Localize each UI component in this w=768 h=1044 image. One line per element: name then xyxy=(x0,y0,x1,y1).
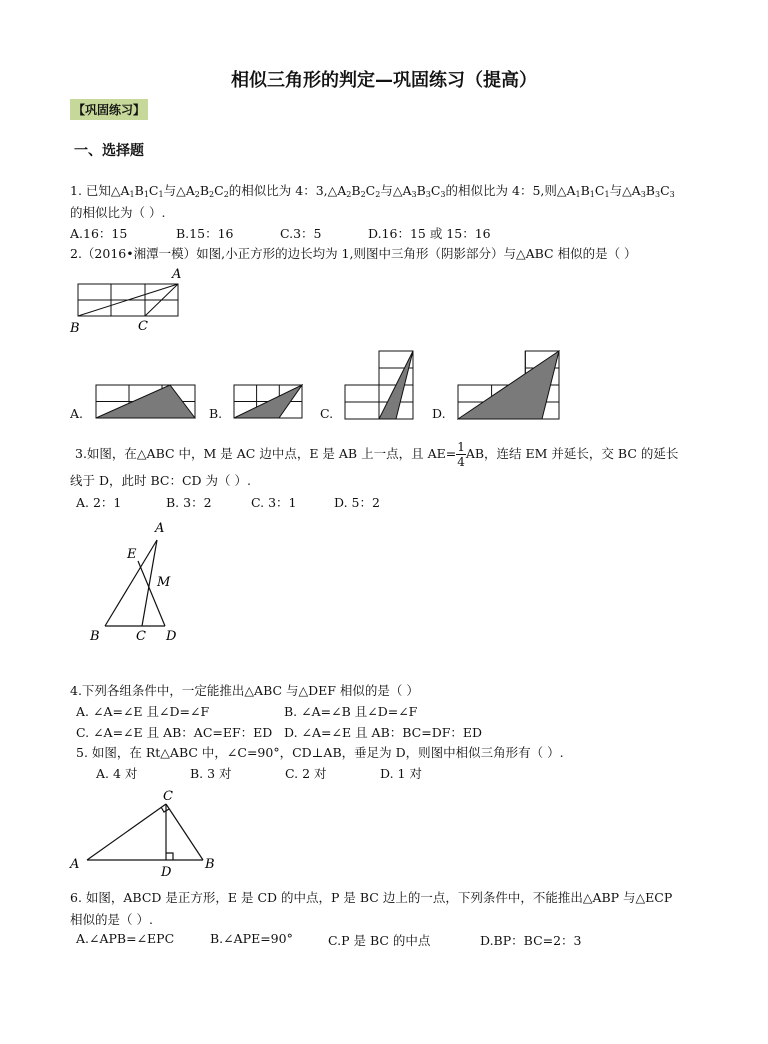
q4-option-a: A. ∠A=∠E 且∠D=∠F xyxy=(76,704,210,719)
q1-option-a: A.16：15 xyxy=(70,226,128,241)
q2-label-c: C xyxy=(138,319,148,334)
q5-label-c: C xyxy=(163,789,173,804)
q6-option-b: B.∠APE=90° xyxy=(210,931,293,946)
q3-label-a: A xyxy=(155,521,165,536)
q2-label-b: B xyxy=(70,321,80,336)
q3-line2: 线于 D，此时 BC：CD 为（ ）. xyxy=(70,473,251,488)
q5-text: 5. 如图，在 Rt△ABC 中，∠C=90°，CD⊥AB，垂足为 D，则图中相似三角形有（ ）. xyxy=(76,745,564,760)
q3-figure xyxy=(85,518,190,646)
q5-option-a: A. 4 对 xyxy=(96,766,138,781)
q1-option-b: B.15：16 xyxy=(176,226,234,241)
section-heading: 一、选择题 xyxy=(74,143,144,159)
q5-label-a: A xyxy=(70,857,80,872)
q6-line2: 相似的是（ ）. xyxy=(70,912,153,927)
q2-option-c: C. xyxy=(320,406,334,421)
q6-option-d: D.BP：BC=2：3 xyxy=(480,933,582,948)
q4-option-b: B. ∠A=∠B 且∠D=∠F xyxy=(284,704,418,719)
q5-label-b: B xyxy=(205,857,215,872)
section-badge: 【巩固练习】 xyxy=(70,99,148,120)
q3-option-b: B. 3：2 xyxy=(166,495,212,510)
q3-label-b: B xyxy=(90,629,100,644)
q2-option-b-figure xyxy=(233,384,303,420)
q4-option-d: D. ∠A=∠E 且 AB：BC=DF：ED xyxy=(284,725,483,740)
q6-option-c: C.P 是 BC 的中点 xyxy=(328,933,431,948)
q3-label-m: M xyxy=(157,575,171,590)
q3-line1: 3.如图，在△ABC 中，M 是 AC 边中点，E 是 AB 上一点，且 AE= $\frac{1}{4}$ AB，连结 EM 并延长，交 BC 的延长 xyxy=(75,440,679,469)
q5-option-d: D. 1 对 xyxy=(380,766,422,781)
q1-option-c: C.3：5 xyxy=(280,226,322,241)
q5-label-d: D xyxy=(161,865,172,878)
q3-label-e: E xyxy=(127,547,137,562)
q2-option-a-figure xyxy=(95,384,197,420)
q3-option-a: A. 2：1 xyxy=(76,495,122,510)
q2-label-a: A xyxy=(172,267,182,282)
q3-label-c: C xyxy=(136,629,146,644)
q2-figure-abc xyxy=(68,264,188,336)
q1-line1: 1. 已知$\triangle A_1B_1C_1$与$\triangle A_2B_2C_2$的相似比为 4：$3,\triangle A_2B_2C_2$与$\triangle A_3B_3C_3$的相似比为 4：5,则$\triangle A_1B_1C_1$与$\triangle A_3B_3C_3$ xyxy=(70,183,675,199)
q2-option-d: D. xyxy=(432,406,446,421)
q5-option-c: C. 2 对 xyxy=(285,766,327,781)
q3-label-d: D xyxy=(166,629,177,644)
q2-option-b: B. xyxy=(209,406,223,421)
q3-fraction: $\frac{1}{4}$ xyxy=(457,440,465,469)
page-title: 相似三角形的判定—巩固练习（提高） xyxy=(231,70,537,91)
q2-option-a: A. xyxy=(70,406,84,421)
q2-text: 2.（2016•湘潭一模）如图,小正方形的边长均为 1,则图中三角形（阴影部分）与△ABC 相似的是（ ） xyxy=(70,246,637,261)
q6-option-a: A.∠APB=∠EPC xyxy=(76,931,175,946)
q2-option-d-figure xyxy=(457,350,561,420)
q2-option-c-figure xyxy=(344,350,414,420)
q1-line2: 的相似比为（ ）. xyxy=(70,205,166,220)
q6-text: 6. 如图，ABCD 是正方形，E 是 CD 的中点，P 是 BC 边上的一点，下列条件中，不能推出△ABP 与△ECP xyxy=(70,890,673,905)
q3-option-c: C. 3：1 xyxy=(251,495,297,510)
q5-figure xyxy=(65,786,225,878)
q4-text: 4.下列各组条件中，一定能推出△ABC 与△DEF 相似的是（ ） xyxy=(70,683,419,698)
q4-option-c: C. ∠A=∠E 且 AB：AC=EF：ED xyxy=(76,725,273,740)
q1-option-d: D.16：15 或 15：16 xyxy=(368,226,491,241)
q5-option-b: B. 3 对 xyxy=(190,766,232,781)
q3-option-d: D. 5：2 xyxy=(334,495,380,510)
